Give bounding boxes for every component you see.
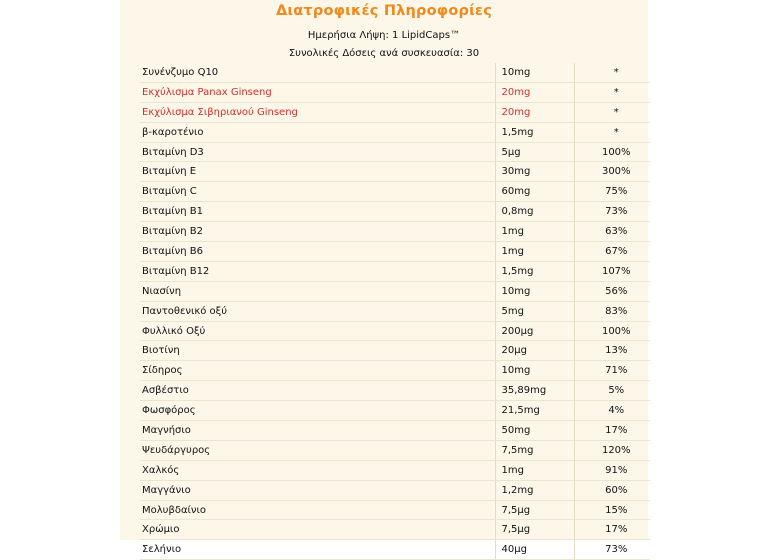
daily-value-percent: 91% — [574, 460, 650, 480]
nutrient-amount: 30mg — [495, 162, 574, 182]
table-row — [140, 421, 650, 441]
nutrient-amount: 1mg — [495, 242, 574, 262]
nutrient-name: Φωσφόρος — [140, 401, 495, 421]
daily-value-percent: 100% — [574, 321, 650, 341]
table-row — [140, 520, 650, 540]
nutrient-name: Βιταμίνη Β1 — [140, 202, 495, 222]
table-row — [140, 341, 650, 361]
nutrient-name: Βιταμίνη C — [140, 182, 495, 202]
nutrient-amount: 40μg — [495, 540, 574, 560]
table-row — [140, 381, 650, 401]
daily-value-percent: 17% — [574, 520, 650, 540]
nutrient-name: Φυλλικό Οξύ — [140, 321, 495, 341]
nutrient-name: Βιταμίνη D3 — [140, 142, 495, 162]
table-row — [140, 401, 650, 421]
daily-value-percent: 63% — [574, 222, 650, 242]
nutrient-amount: 5mg — [495, 301, 574, 321]
table-row — [140, 361, 650, 381]
table-row — [140, 301, 650, 321]
nutrient-amount: 20mg — [495, 82, 574, 102]
daily-value-percent: * — [574, 102, 650, 122]
nutrient-name: Βιταμίνη Ε — [140, 162, 495, 182]
nutrient-amount: 60mg — [495, 182, 574, 202]
nutrient-name: Βιταμίνη Β12 — [140, 261, 495, 281]
daily-value-percent: * — [574, 63, 650, 82]
total-doses-text: Συνολικές Δόσεις ανά συσκευασία: 30 — [288, 48, 480, 59]
nutrient-amount: 5μg — [495, 142, 574, 162]
table-row — [140, 122, 650, 142]
nutrient-name: Χρώμιο — [140, 520, 495, 540]
daily-value-percent: 13% — [574, 341, 650, 361]
daily-value-percent: 17% — [574, 421, 650, 441]
nutrient-name: Μαγγάνιο — [140, 480, 495, 500]
nutrient-name: Εκχύλισμα Panax Ginseng — [140, 82, 495, 102]
nutrient-name: Σελήνιο — [140, 540, 495, 560]
nutrient-amount: 7,5mg — [495, 440, 574, 460]
nutrient-amount: 10mg — [495, 281, 574, 301]
daily-value-percent: 73% — [574, 540, 650, 560]
table-row — [140, 142, 650, 162]
nutrient-name: Σίδηρος — [140, 361, 495, 381]
table-row — [140, 440, 650, 460]
daily-value-percent: 5% — [574, 381, 650, 401]
nutrient-name: Μαγνήσιο — [140, 421, 495, 441]
table-row — [140, 102, 650, 122]
table-row — [140, 480, 650, 500]
daily-value-percent: * — [574, 122, 650, 142]
daily-value-percent: 300% — [574, 162, 650, 182]
nutrient-name: Ψευδάργυρος — [140, 440, 495, 460]
table-row — [140, 82, 650, 102]
nutrient-amount: 1mg — [495, 460, 574, 480]
nutrient-amount: 1,5mg — [495, 122, 574, 142]
daily-value-percent: 73% — [574, 202, 650, 222]
nutrient-amount: 0,8mg — [495, 202, 574, 222]
page-title: Διατροφικές Πληροφορίες — [275, 3, 492, 19]
nutrient-amount: 7,5μg — [495, 520, 574, 540]
table-row — [140, 222, 650, 242]
daily-value-percent: 67% — [574, 242, 650, 262]
daily-value-percent: 71% — [574, 361, 650, 381]
nutrient-name: Βιταμίνη Β2 — [140, 222, 495, 242]
daily-value-percent: 60% — [574, 480, 650, 500]
nutrient-amount: 50mg — [495, 421, 574, 441]
nutrient-name: β-καροτένιο — [140, 122, 495, 142]
nutrient-amount: 20mg — [495, 102, 574, 122]
daily-value-percent: 56% — [574, 281, 650, 301]
nutrient-name: Χαλκός — [140, 460, 495, 480]
table-row — [140, 162, 650, 182]
table-row — [140, 500, 650, 520]
nutrition-table-body — [140, 63, 650, 560]
nutrient-name: Μολυβδαίνιο — [140, 500, 495, 520]
nutrient-amount: 200μg — [495, 321, 574, 341]
daily-value-percent: 120% — [574, 440, 650, 460]
table-row — [140, 460, 650, 480]
nutrient-amount: 10mg — [495, 63, 574, 82]
nutrient-amount: 7,5μg — [495, 500, 574, 520]
nutrient-name: Εκχύλισμα Σιβηριανού Ginseng — [140, 102, 495, 122]
daily-value-percent: 75% — [574, 182, 650, 202]
daily-value-percent: 107% — [574, 261, 650, 281]
nutrient-name: Ασβέστιο — [140, 381, 495, 401]
daily-intake-text: Ημερήσια Λήψη: 1 LipidCaps™ — [307, 30, 461, 41]
nutrient-amount: 21,5mg — [495, 401, 574, 421]
nutrient-amount: 10mg — [495, 361, 574, 381]
table-row — [140, 63, 650, 82]
daily-value-percent: * — [574, 82, 650, 102]
nutrient-amount: 20μg — [495, 341, 574, 361]
table-row — [140, 182, 650, 202]
nutrient-amount: 1mg — [495, 222, 574, 242]
nutrient-amount: 1,5mg — [495, 261, 574, 281]
nutrient-name: Συνένζυμο Q10 — [140, 63, 495, 82]
nutrition-panel — [120, 0, 648, 556]
nutrient-name: Βιταμίνη Β6 — [140, 242, 495, 262]
table-row — [140, 242, 650, 262]
table-row — [140, 540, 650, 560]
table-row — [140, 281, 650, 301]
daily-value-percent: 83% — [574, 301, 650, 321]
nutrient-amount: 1,2mg — [495, 480, 574, 500]
daily-value-percent: 15% — [574, 500, 650, 520]
nutrient-name: Βιοτίνη — [140, 341, 495, 361]
daily-value-percent: 100% — [574, 142, 650, 162]
daily-value-percent: 4% — [574, 401, 650, 421]
nutrition-table — [140, 63, 650, 560]
nutrient-name: Παντοθενικό οξύ — [140, 301, 495, 321]
nutrient-amount: 35,89mg — [495, 381, 574, 401]
table-row — [140, 261, 650, 281]
nutrient-name: Νιασίνη — [140, 281, 495, 301]
table-row — [140, 321, 650, 341]
table-row — [140, 202, 650, 222]
